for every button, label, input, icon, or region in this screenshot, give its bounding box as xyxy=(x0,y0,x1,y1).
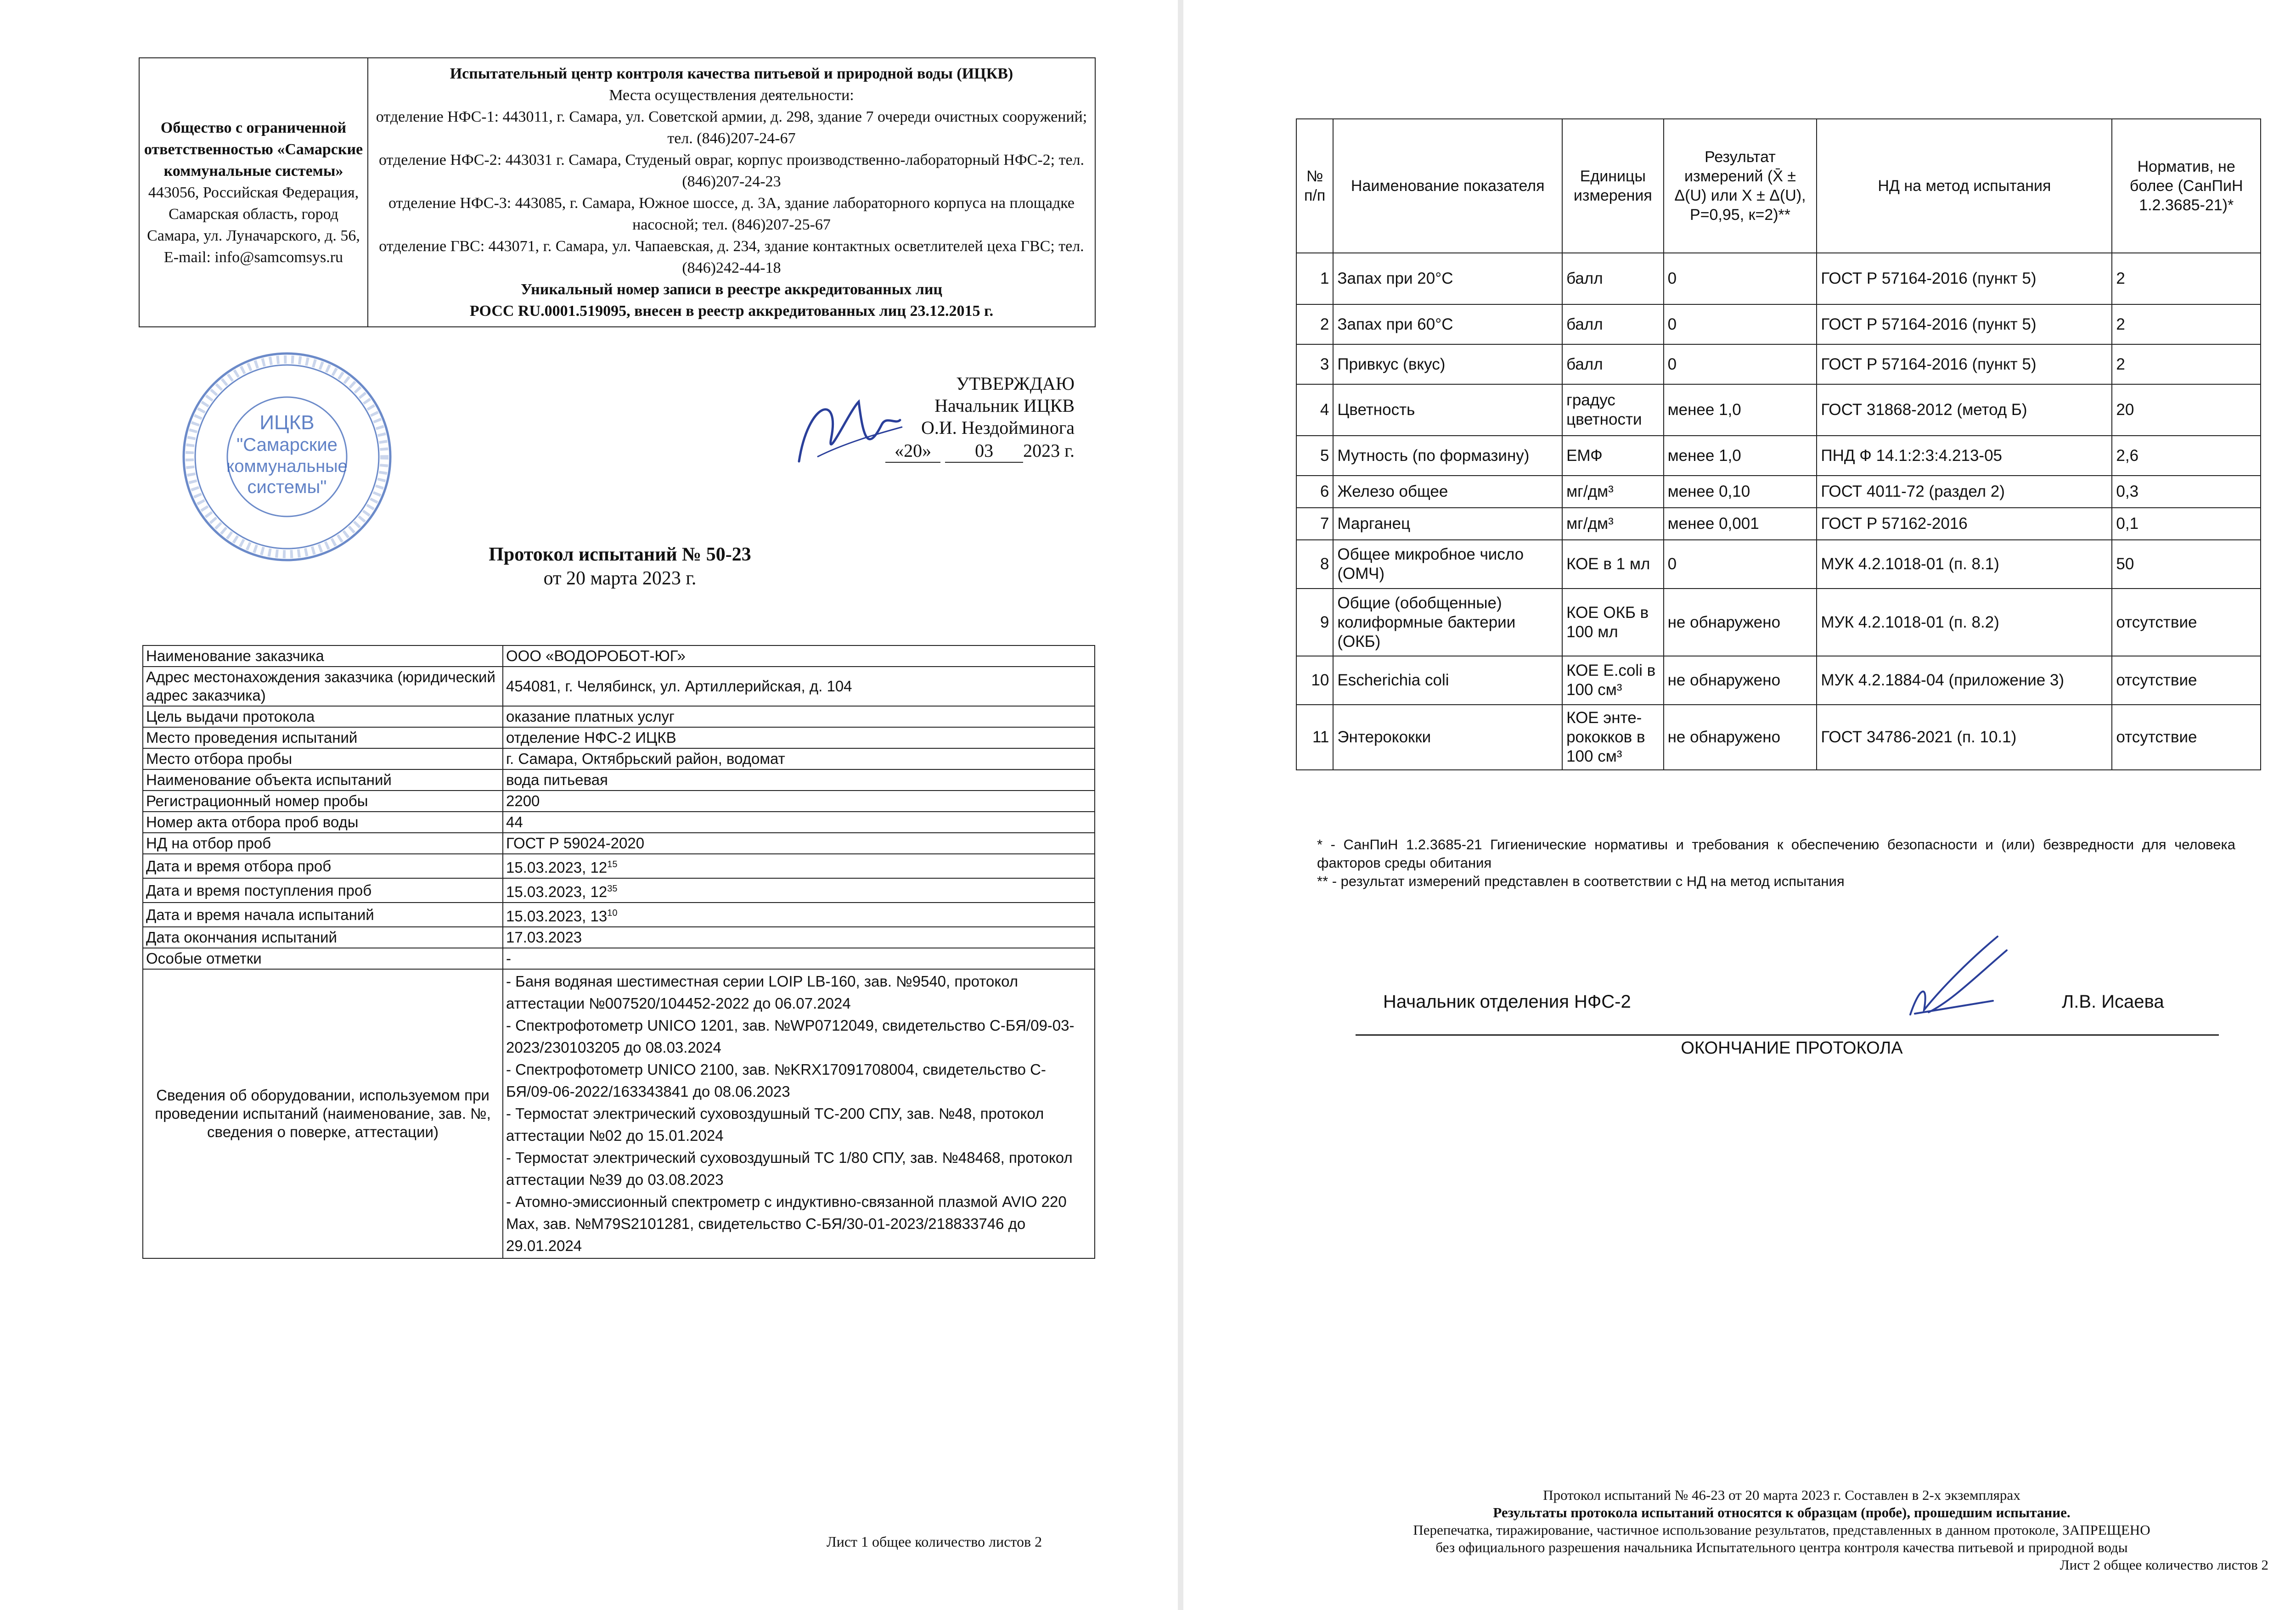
result-norm: 0,3 xyxy=(2112,476,2261,508)
result-name: Общее микробное число (ОМЧ) xyxy=(1333,540,1562,589)
result-value: менее 0,10 xyxy=(1664,476,1817,508)
stamp-line-3: коммунальные xyxy=(226,457,348,476)
info-value-text: вода питьевая xyxy=(506,771,608,788)
info-label: Адрес местонахождения заказчика (юридический адрес заказчика) xyxy=(143,667,503,706)
result-name: Марганец xyxy=(1333,508,1562,540)
info-value-text: 17.03.2023 xyxy=(506,929,582,946)
result-num: 1 xyxy=(1296,253,1333,304)
result-num: 3 xyxy=(1296,344,1333,384)
info-label: Дата окончания испытаний xyxy=(143,927,503,948)
col-method-header: НД на метод испытания xyxy=(1817,119,2112,253)
result-method: ГОСТ 4011-72 (раздел 2) xyxy=(1817,476,2112,508)
equipment-item: - Атомно-эмиссионный спектрометр с индуктивно-связанной плазмой AVIO 220 Max, зав. №M79S2101281, свидетельство С-БЯ/30-01-2023/218833746 до 29.01.2024 xyxy=(506,1193,1067,1254)
result-name: Железо общее xyxy=(1333,476,1562,508)
chief-name: Л.В. Исаева xyxy=(2062,992,2164,1012)
result-row xyxy=(1296,384,2261,436)
result-value: 0 xyxy=(1664,540,1817,589)
equipment-item: - Спектрофотометр UNICO 1201, зав. №WP0712049, свидетельство С-БЯ/09-03-2023/230103205 до 08.03.2024 xyxy=(506,1017,1075,1056)
footer-protocol-line: Протокол испытаний № 46-23 от 20 марта 2023 г. Составлен в 2-х экземплярах xyxy=(1543,1487,2020,1503)
col-result-header: Результат измерений (X̄ ± Δ(U) или X ± Δ(U), P=0,95, к=2)** xyxy=(1664,119,1817,253)
col-norm-header: Норматив, не более (СанПиН 1.2.3685-21)* xyxy=(2112,119,2261,253)
info-label: Место проведения испытаний xyxy=(143,727,503,748)
info-row xyxy=(143,927,1095,948)
result-name: Цветность xyxy=(1333,384,1562,436)
result-num: 10 xyxy=(1296,656,1333,705)
info-label: Номер акта отбора проб воды xyxy=(143,812,503,833)
info-row xyxy=(143,748,1095,769)
info-value xyxy=(503,812,1095,833)
info-row xyxy=(143,878,1095,903)
result-num: 5 xyxy=(1296,436,1333,476)
info-row xyxy=(143,833,1095,854)
info-row xyxy=(143,903,1095,927)
info-label: Дата и время поступления проб xyxy=(143,878,503,903)
approve-year: 2023 г. xyxy=(1023,440,1075,461)
result-num: 8 xyxy=(1296,540,1333,589)
result-row xyxy=(1296,589,2261,656)
gvs-address: отделение ГВС: 443071, г. Самара, ул. Чапаевская, д. 234, здание контактных осветлителей цеха ГВС; тел. (846)242-44-18 xyxy=(379,238,1084,276)
result-unit: КОЕ энте-рококков в 100 см³ xyxy=(1562,705,1664,770)
info-value-text: 15.03.2023, 12 xyxy=(506,883,608,900)
info-value-text: 2200 xyxy=(506,792,540,809)
result-unit: балл xyxy=(1562,253,1664,304)
equipment-row xyxy=(143,969,1095,1258)
info-value xyxy=(503,727,1095,748)
result-row xyxy=(1296,540,2261,589)
info-value-text: 15.03.2023, 13 xyxy=(506,908,608,925)
info-label: Регистрационный номер пробы xyxy=(143,791,503,812)
result-row xyxy=(1296,656,2261,705)
info-value xyxy=(503,667,1095,706)
registry-label: Уникальный номер записи в реестре аккредитованных лиц xyxy=(520,281,943,298)
footer-sheet-count: Лист 2 общее количество листов 2 xyxy=(2060,1557,2268,1573)
result-unit: балл xyxy=(1562,344,1664,384)
equipment-label: Сведения об оборудовании, используемом при проведении испытаний (наименование, зав. №, сведения о поверке, аттестации) xyxy=(143,969,503,1258)
info-value-text: 44 xyxy=(506,813,523,830)
info-label: Дата и время отбора проб xyxy=(143,854,503,878)
result-name: Энтерококки xyxy=(1333,705,1562,770)
info-label: Наименование объекта испытаний xyxy=(143,769,503,791)
result-name: Мутность (по формазину) xyxy=(1333,436,1562,476)
results-table xyxy=(1296,118,2261,770)
approve-label: УТВЕРЖДАЮ xyxy=(956,373,1075,394)
center-title: Испытательный центр контроля качества питьевой и природной воды (ИЦКВ) xyxy=(450,65,1013,82)
result-method: ГОСТ 34786-2021 (п. 10.1) xyxy=(1817,705,2112,770)
result-num: 9 xyxy=(1296,589,1333,656)
result-method: ГОСТ Р 57162-2016 xyxy=(1817,508,2112,540)
info-label: НД на отбор проб xyxy=(143,833,503,854)
result-name: Запах при 60°С xyxy=(1333,304,1562,344)
result-value: не обнаружено xyxy=(1664,589,1817,656)
info-row xyxy=(143,854,1095,878)
result-method: ГОСТ Р 57164-2016 (пункт 5) xyxy=(1817,304,2112,344)
footnotes xyxy=(1317,836,2235,891)
info-value xyxy=(503,948,1095,969)
registry-number: РОСС RU.0001.519095, внесен в реестр аккредитованных лиц 23.12.2015 г. xyxy=(469,303,994,320)
result-name: Общие (обобщенные) колиформные бактерии (ОКБ) xyxy=(1333,589,1562,656)
chief-signature xyxy=(1901,932,2011,1024)
result-method: ПНД Ф 14.1:2:3:4.213-05 xyxy=(1817,436,2112,476)
col-num-header: № п/п xyxy=(1296,119,1333,253)
chief-position: Начальник отделения НФС-2 xyxy=(1383,992,1631,1012)
equipment-item: - Термостат электрический суховоздушный ТС 1/80 СПУ, зав. №48468, протокол аттестации №39 до 03.08.2023 xyxy=(506,1149,1073,1188)
page-gap xyxy=(1178,0,1183,1610)
result-method: МУК 4.2.1018-01 (п. 8.1) xyxy=(1817,540,2112,589)
protocol-date: от 20 марта 2023 г. xyxy=(543,568,697,589)
info-row xyxy=(143,667,1095,706)
equipment-item: - Спектрофотометр UNICO 2100, зав. №KRX17091708004, свидетельство С-БЯ/09-06-2022/163343841 до 08.06.2023 xyxy=(506,1061,1046,1100)
result-value: менее 0,001 xyxy=(1664,508,1817,540)
stamp-seal xyxy=(177,349,397,565)
approval-block xyxy=(836,373,1075,463)
equipment-item: - Термостат электрический суховоздушный ТС-200 СПУ, зав. №48, протокол аттестации №02 до 15.01.2024 xyxy=(506,1105,1044,1144)
result-unit: ЕМФ xyxy=(1562,436,1664,476)
result-norm: 2 xyxy=(2112,304,2261,344)
result-row xyxy=(1296,253,2261,304)
result-name: Привкус (вкус) xyxy=(1333,344,1562,384)
info-value-minutes: 10 xyxy=(607,908,618,918)
result-value: 0 xyxy=(1664,304,1817,344)
result-name: Запах при 20°С xyxy=(1333,253,1562,304)
info-value xyxy=(503,903,1095,927)
info-value-text: - xyxy=(506,950,511,967)
stamp-line-4: системы" xyxy=(247,477,327,497)
result-unit: КОЕ ОКБ в 100 мл xyxy=(1562,589,1664,656)
result-row xyxy=(1296,705,2261,770)
result-num: 11 xyxy=(1296,705,1333,770)
stamp-line-2: "Самарские xyxy=(236,435,338,455)
info-value-minutes: 35 xyxy=(607,884,618,894)
info-row xyxy=(143,948,1095,969)
org-cell xyxy=(139,58,368,327)
col-unit-header: Единицы измерения xyxy=(1562,119,1664,253)
result-norm: 50 xyxy=(2112,540,2261,589)
info-value-text: 454081, г. Челябинск, ул. Артиллерийская, д. 104 xyxy=(506,678,852,695)
approve-month: 03 xyxy=(945,440,1023,463)
result-num: 6 xyxy=(1296,476,1333,508)
info-label: Особые отметки xyxy=(143,948,503,969)
protocol-title: Протокол испытаний № 50-23 xyxy=(489,544,751,565)
result-unit: мг/дм³ xyxy=(1562,476,1664,508)
result-norm: отсутствие xyxy=(2112,705,2261,770)
result-norm: 2,6 xyxy=(2112,436,2261,476)
nfs2-address: отделение НФС-2: 443031 г. Самара, Студеный овраг, корпус производственно-лабораторный НФС-2; тел. (846)207-24-23 xyxy=(378,151,1085,190)
info-label: Цель выдачи протокола xyxy=(143,706,503,727)
result-unit: балл xyxy=(1562,304,1664,344)
footnote-2: ** - результат измерений представлен в соответствии с НД на метод испытания xyxy=(1317,873,1845,889)
result-unit: мг/дм³ xyxy=(1562,508,1664,540)
info-row xyxy=(143,812,1095,833)
result-row xyxy=(1296,304,2261,344)
info-value xyxy=(503,833,1095,854)
result-norm: 2 xyxy=(2112,344,2261,384)
info-value xyxy=(503,706,1095,727)
info-row xyxy=(143,706,1095,727)
result-num: 7 xyxy=(1296,508,1333,540)
result-unit: градус цветности xyxy=(1562,384,1664,436)
result-value: 0 xyxy=(1664,253,1817,304)
info-value xyxy=(503,748,1095,769)
result-norm: 2 xyxy=(2112,253,2261,304)
header-table xyxy=(139,57,1096,327)
info-value xyxy=(503,645,1095,667)
protocol-info-table xyxy=(142,645,1095,1259)
info-value-text: ООО «ВОДОРОБОТ-ЮГ» xyxy=(506,647,686,664)
result-value: менее 1,0 xyxy=(1664,384,1817,436)
result-norm: 20 xyxy=(2112,384,2261,436)
info-value-text: ГОСТ Р 59024-2020 xyxy=(506,835,645,852)
info-value-text: г. Самара, Октябрьский район, водомат xyxy=(506,750,785,767)
result-row xyxy=(1296,344,2261,384)
info-label: Место отбора пробы xyxy=(143,748,503,769)
result-row xyxy=(1296,476,2261,508)
protocol-title-block xyxy=(321,543,918,590)
info-value xyxy=(503,854,1095,878)
result-unit: КОЕ E.coli в 100 см³ xyxy=(1562,656,1664,705)
result-num: 2 xyxy=(1296,304,1333,344)
result-unit: КОЕ в 1 мл xyxy=(1562,540,1664,589)
info-label: Наименование заказчика xyxy=(143,645,503,667)
result-row xyxy=(1296,436,2261,476)
footer-results-line: Результаты протокола испытаний относятся к образцам (пробе), прошедшим испытание. xyxy=(1493,1504,2071,1520)
protocol-end-label: ОКОНЧАНИЕ ПРОТОКОЛА xyxy=(1681,1038,1903,1058)
page-1-footer: Лист 1 общее количество листов 2 xyxy=(827,1533,1042,1550)
info-value-minutes: 15 xyxy=(607,859,618,870)
result-method: МУК 4.2.1884-04 (приложение 3) xyxy=(1817,656,2112,705)
info-value-text: оказание платных услуг xyxy=(506,708,675,725)
result-num: 4 xyxy=(1296,384,1333,436)
result-method: ГОСТ Р 57164-2016 (пункт 5) xyxy=(1817,253,2112,304)
footnote-1: * - СанПиН 1.2.3685-21 Гигиенические нормативы и требования к обеспечению безопасности и (или) безвредности для человека факторов среды обитания xyxy=(1317,836,2235,871)
info-label: Дата и время начала испытаний xyxy=(143,903,503,927)
signature-divider xyxy=(1356,1034,2219,1036)
approve-date xyxy=(836,440,1075,463)
result-norm: 0,1 xyxy=(2112,508,2261,540)
result-name: Escherichia coli xyxy=(1333,656,1562,705)
approve-position: Начальник ИЦКВ xyxy=(934,395,1075,416)
footer-permission-line: без официального разрешения начальника Испытательного центра контроля качества питьевой и природной воды xyxy=(1435,1539,2128,1555)
result-row xyxy=(1296,508,2261,540)
approve-day: «20» xyxy=(885,440,940,463)
info-row xyxy=(143,769,1095,791)
result-method: ГОСТ 31868-2012 (метод Б) xyxy=(1817,384,2112,436)
center-cell xyxy=(368,58,1095,327)
result-value: не обнаружено xyxy=(1664,705,1817,770)
result-value: не обнаружено xyxy=(1664,656,1817,705)
info-row xyxy=(143,645,1095,667)
info-value xyxy=(503,927,1095,948)
org-name: Общество с ограниченной ответственностью «Самарские коммунальные системы» xyxy=(144,119,363,180)
org-address: 443056, Российская Федерация, Самарская область, город Самара, ул. Луначарского, д. 56, xyxy=(147,184,360,244)
result-value: 0 xyxy=(1664,344,1817,384)
col-name-header: Наименование показателя xyxy=(1333,119,1562,253)
info-value-text: 15.03.2023, 12 xyxy=(506,859,608,876)
footer-copy-line: Перепечатка, тиражирование, частичное использование результатов, представленных в данном протоколе, ЗАПРЕЩЕНО xyxy=(1413,1522,2150,1538)
info-value xyxy=(503,769,1095,791)
nfs1-address: отделение НФС-1: 443011, г. Самара, ул. Советской армии, д. 298, здание 7 очереди очистных сооружений; тел. (846)207-24-67 xyxy=(376,108,1087,147)
result-method: ГОСТ Р 57164-2016 (пункт 5) xyxy=(1817,344,2112,384)
page-2-footer xyxy=(1295,1487,2268,1574)
info-row xyxy=(143,727,1095,748)
approve-name: О.И. Нездойминога xyxy=(921,417,1075,438)
stamp-line-1: ИЦКВ xyxy=(259,411,315,434)
result-value: менее 1,0 xyxy=(1664,436,1817,476)
info-value xyxy=(503,878,1095,903)
info-row xyxy=(143,791,1095,812)
equipment-item: - Баня водяная шестиместная серии LOIP LB-160, зав. №9540, протокол аттестации №007520/104452-2022 до 06.07.2024 xyxy=(506,973,1019,1012)
result-norm: отсутствие xyxy=(2112,589,2261,656)
equipment-list xyxy=(503,969,1095,1258)
info-value-text: отделение НФС-2 ИЦКВ xyxy=(506,729,676,746)
result-norm: отсутствие xyxy=(2112,656,2261,705)
info-value xyxy=(503,791,1095,812)
nfs3-address: отделение НФС-3: 443085, г. Самара, Южное шоссе, д. 3А, здание лабораторного корпуса на площадке насосной; тел. (846)207-25-67 xyxy=(388,195,1075,233)
org-email: E-mail: info@samcomsys.ru xyxy=(163,248,343,266)
places-label: Места осуществления деятельности: xyxy=(609,87,854,104)
result-method: МУК 4.2.1018-01 (п. 8.2) xyxy=(1817,589,2112,656)
